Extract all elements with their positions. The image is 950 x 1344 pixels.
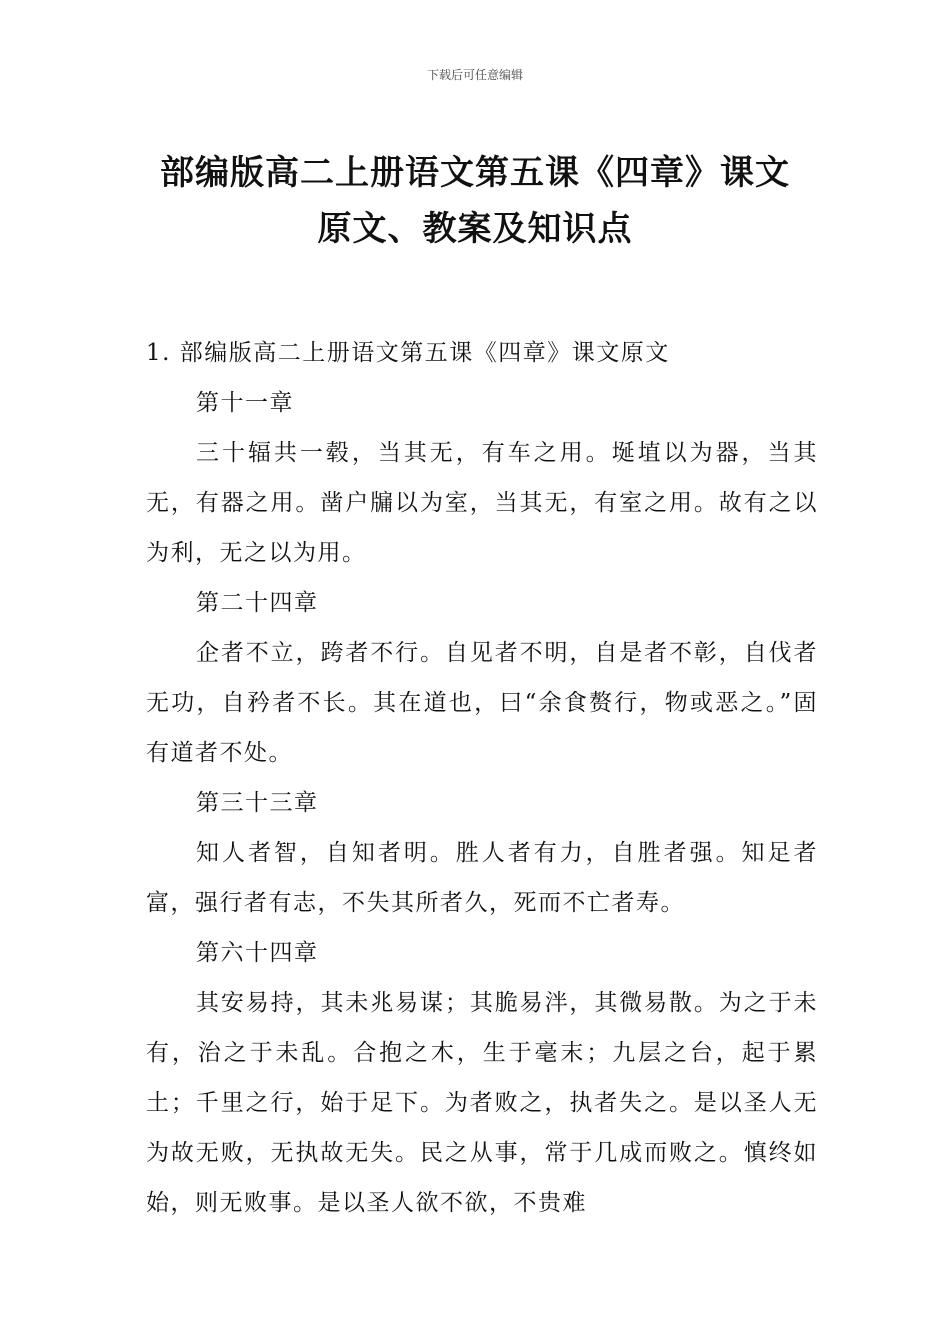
- title-line-1: 部编版高二上册语文第五课《四章》课文: [160, 152, 790, 193]
- chapter-text: 三十辐共一毂，当其无，有车之用。埏埴以为器，当其无，有器之用。凿户牖以为室，当其无，有室之用。故有之以为利，无之以为用。: [146, 440, 818, 566]
- section-heading: 1. 部编版高二上册语文第五课《四章》课文原文: [146, 340, 670, 366]
- chapter-text: 其安易持，其未兆易谋；其脆易泮，其微易散。为之于未有，治之于未乱。合抱之木，生于毫末；九层之台，起于累土；千里之行，始于足下。为者败之，执者失之。是以圣人无为故无败，无执故无失。民之从事，常于几成而败之。慎终如始，则无败事。是以圣人欲不欲，不贵难: [146, 990, 818, 1216]
- chapter-title: 第十一章: [196, 390, 294, 416]
- chapter-title: 第六十四章: [196, 940, 319, 966]
- title-line-2: 原文、教案及知识点: [317, 208, 633, 249]
- header-note: 下载后可任意编辑: [426, 68, 523, 82]
- chapter-title: 第三十三章: [196, 790, 319, 816]
- chapter-text: 知人者智，自知者明。胜人者有力，自胜者强。知足者富，强行者有志，不失其所者久，死而不亡者寿。: [146, 840, 818, 916]
- chapter-text: 企者不立，跨者不行。自见者不明，自是者不彰，自伐者无功，自矜者不长。其在道也，曰“余食赘行，物或恶之。”固有道者不处。: [146, 640, 818, 766]
- chapter-title: 第二十四章: [196, 590, 319, 616]
- document-title: [110, 145, 840, 257]
- document-body: [146, 328, 818, 1228]
